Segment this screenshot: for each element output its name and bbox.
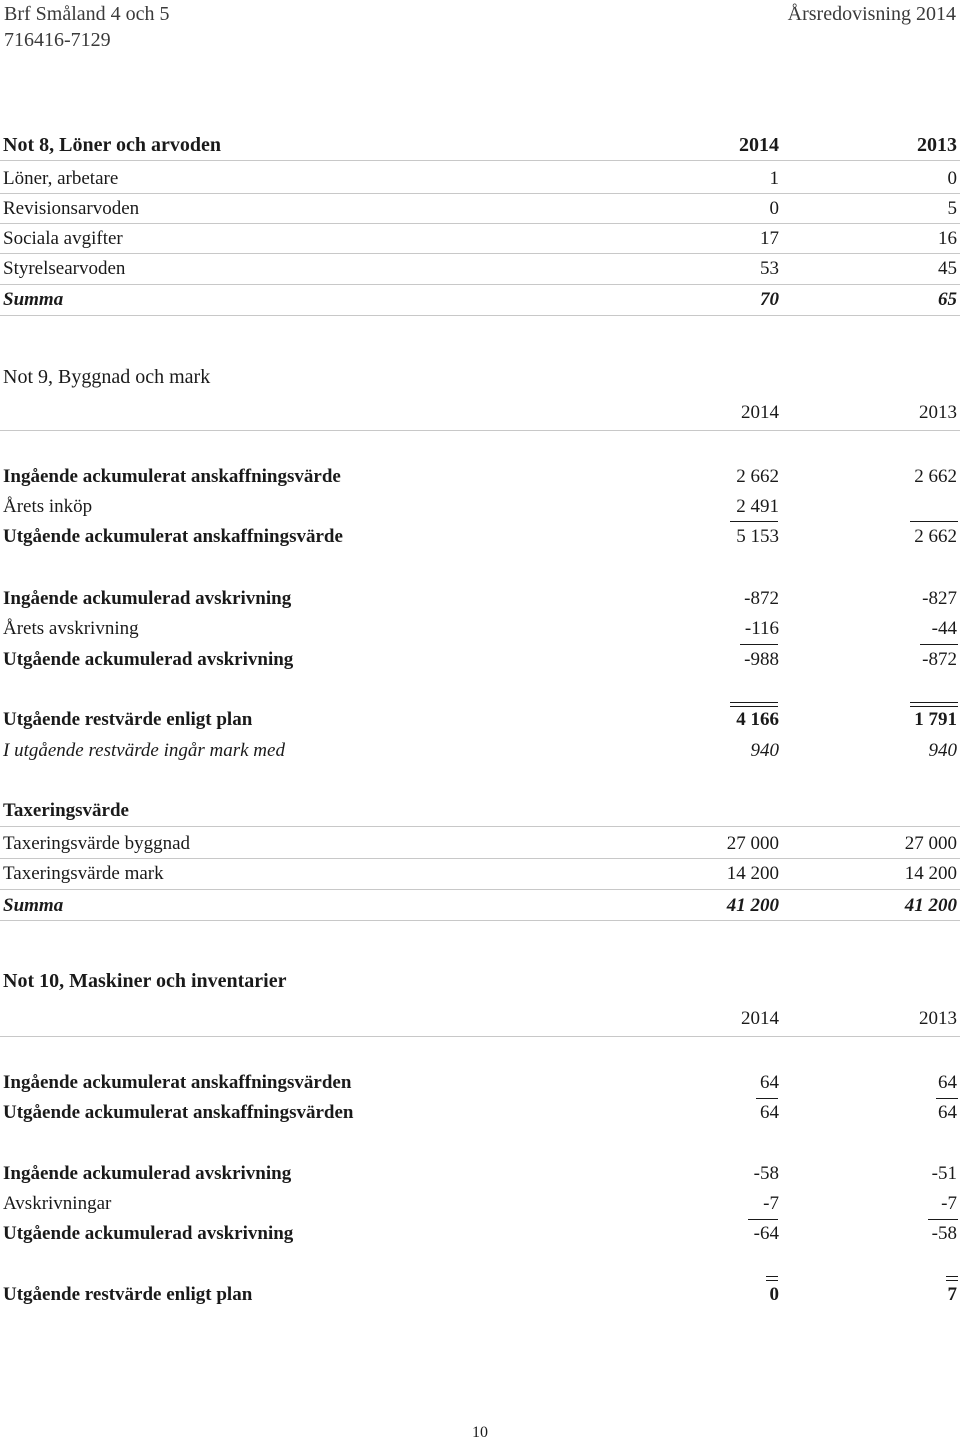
- row-label: Taxeringsvärde mark: [3, 863, 164, 884]
- row-label: Sociala avgifter: [3, 228, 123, 249]
- total-double-underline: [910, 702, 958, 703]
- row-value-2013: -51: [931, 1163, 957, 1184]
- note-8-col-2013: 2013: [917, 134, 957, 156]
- row-label: Årets inköp: [3, 496, 93, 517]
- row-value-2013: -58: [931, 1223, 957, 1244]
- row-label: Löner, arbetare: [3, 168, 119, 189]
- row-value-2014: 53: [760, 258, 779, 279]
- row-value-2014: 1: [769, 168, 779, 189]
- row-label: Avskrivningar: [3, 1193, 112, 1214]
- row-label: Ingående ackumulerat anskaffningsvärden: [3, 1072, 352, 1093]
- note-10-col-2014: 2014: [741, 1008, 779, 1029]
- row-value-2014: 27 000: [726, 833, 779, 854]
- note-10-col-2013: 2013: [919, 1008, 957, 1029]
- note-9-title: Not 9, Byggnad och mark: [3, 366, 211, 388]
- row-value-2013: -44: [931, 618, 957, 639]
- row-value-2014: 64: [760, 1072, 779, 1093]
- subtotal-underline: [910, 521, 958, 522]
- row-value-2013: 5: [947, 198, 957, 219]
- note-9-col-2013: 2013: [919, 402, 957, 423]
- divider: [0, 889, 960, 890]
- row-value-2013: 64: [938, 1072, 957, 1093]
- divider: [0, 826, 960, 827]
- row-value-2014: -988: [744, 649, 779, 670]
- subtotal-underline: [730, 521, 778, 522]
- row-value-2013: 0: [947, 168, 957, 189]
- note-10-title: Not 10, Maskiner och inventarier: [3, 970, 287, 992]
- row-value-2013: -872: [922, 649, 957, 670]
- row-value-2013: 940: [928, 740, 957, 761]
- tax-title: Taxeringsvärde: [3, 800, 129, 821]
- subtotal-underline: [740, 644, 778, 645]
- sum-value-2014: 41 200: [726, 895, 779, 916]
- row-label: Ingående ackumulerad avskrivning: [3, 1163, 292, 1184]
- divider: [0, 284, 960, 285]
- total-double-underline: [946, 1280, 958, 1281]
- row-value-2014: 2 491: [736, 496, 779, 517]
- row-label: Årets avskrivning: [3, 618, 139, 639]
- row-value-2014: -58: [753, 1163, 779, 1184]
- total-double-underline: [730, 702, 778, 703]
- row-value-2013: -7: [941, 1193, 957, 1214]
- total-double-underline: [946, 1276, 958, 1277]
- row-value-2013: 2 662: [914, 466, 957, 487]
- org-number: 716416-7129: [4, 29, 111, 51]
- subtotal-underline: [928, 1219, 958, 1220]
- divider: [0, 253, 960, 254]
- row-value-2013: 64: [938, 1102, 957, 1123]
- row-label: I utgående restvärde ingår mark med: [3, 740, 285, 761]
- row-value-2014: -7: [763, 1193, 779, 1214]
- row-label: Styrelsearvoden: [3, 258, 126, 279]
- row-value-2014: 2 662: [736, 466, 779, 487]
- row-value-2014: 14 200: [726, 863, 779, 884]
- row-value-2014: 4 166: [736, 709, 779, 730]
- subtotal-underline: [920, 644, 958, 645]
- note-9-col-2014: 2014: [741, 402, 779, 423]
- divider: [0, 858, 960, 859]
- divider: [0, 193, 960, 194]
- org-name: Brf Småland 4 och 5: [4, 3, 170, 25]
- row-label: Utgående ackumulerat anskaffningsvärden: [3, 1102, 354, 1123]
- row-value-2014: -872: [744, 588, 779, 609]
- row-value-2013: 27 000: [904, 833, 957, 854]
- subtotal-underline: [756, 1098, 778, 1099]
- row-value-2013: 45: [938, 258, 957, 279]
- row-value-2013: 1 791: [914, 709, 957, 730]
- row-label: Utgående ackumulerad avskrivning: [3, 1223, 294, 1244]
- note-8-col-2014: 2014: [739, 134, 779, 156]
- total-double-underline: [730, 706, 778, 707]
- row-label: Revisionsarvoden: [3, 198, 140, 219]
- row-label: Utgående restvärde enligt plan: [3, 1284, 253, 1305]
- row-value-2014: 940: [750, 740, 779, 761]
- row-value-2013: 14 200: [904, 863, 957, 884]
- row-value-2013: 16: [938, 228, 957, 249]
- row-label: Utgående restvärde enligt plan: [3, 709, 253, 730]
- row-label: Ingående ackumulerad avskrivning: [3, 588, 292, 609]
- row-value-2014: -64: [753, 1223, 779, 1244]
- divider: [0, 430, 960, 431]
- divider: [0, 160, 960, 161]
- row-label: Ingående ackumulerat anskaffningsvärde: [3, 466, 341, 487]
- divider: [0, 920, 960, 921]
- subtotal-underline: [748, 1219, 778, 1220]
- row-value-2013: 7: [947, 1284, 957, 1305]
- total-double-underline: [766, 1280, 778, 1281]
- subtotal-underline: [936, 1098, 958, 1099]
- row-value-2014: 64: [760, 1102, 779, 1123]
- sum-label: Summa: [3, 289, 64, 310]
- row-value-2014: -116: [744, 618, 779, 639]
- divider: [0, 1036, 960, 1037]
- row-value-2013: 2 662: [914, 526, 957, 547]
- row-value-2014: 17: [760, 228, 779, 249]
- total-double-underline: [910, 706, 958, 707]
- divider: [0, 223, 960, 224]
- page-number: 10: [472, 1424, 488, 1441]
- row-label: Utgående ackumulerad avskrivning: [3, 649, 294, 670]
- report-title: Årsredovisning 2014: [787, 3, 956, 25]
- sum-value-2013: 41 200: [904, 895, 957, 916]
- row-value-2014: 0: [769, 1284, 779, 1305]
- sum-value-2014: 70: [760, 289, 779, 310]
- row-label: Utgående ackumulerat anskaffningsvärde: [3, 526, 343, 547]
- sum-value-2013: 65: [938, 289, 957, 310]
- row-value-2014: 0: [769, 198, 779, 219]
- row-value-2013: -827: [922, 588, 957, 609]
- total-double-underline: [766, 1276, 778, 1277]
- row-value-2014: 5 153: [736, 526, 779, 547]
- divider: [0, 315, 960, 316]
- sum-label: Summa: [3, 895, 64, 916]
- row-label: Taxeringsvärde byggnad: [3, 833, 191, 854]
- note-8-title: Not 8, Löner och arvoden: [3, 134, 221, 156]
